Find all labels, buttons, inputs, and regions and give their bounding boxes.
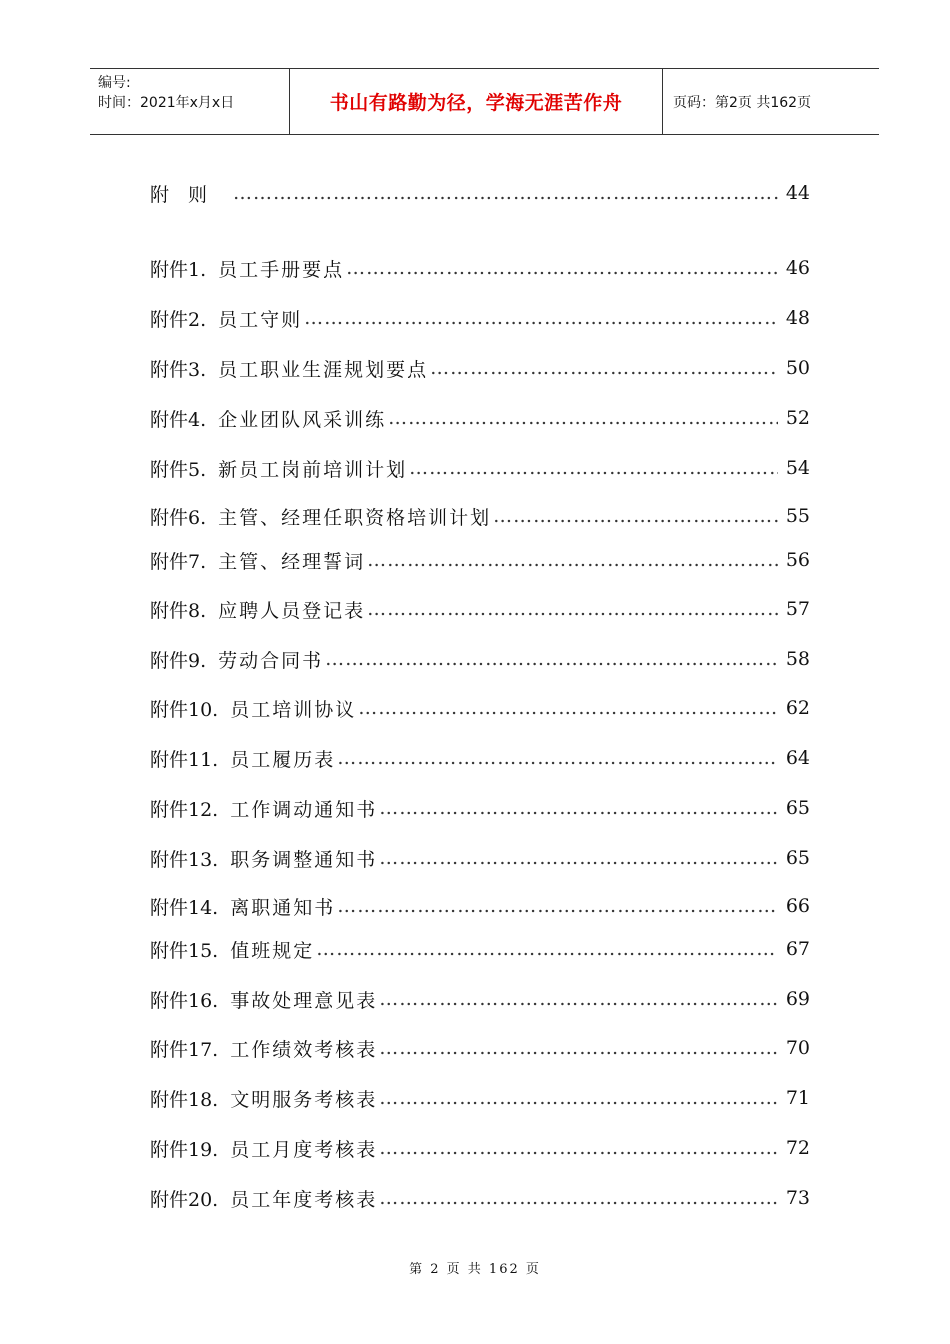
toc-leader-dots [493,505,778,527]
toc-leader-dots [367,549,778,571]
toc-leader-dots [379,1087,778,1109]
header-meta [90,69,290,134]
toc-entry-label: 附 则 [150,183,208,206]
header-page-info: 页码：第2页 共162页 [673,94,812,111]
toc-entry[interactable] [150,1083,810,1113]
toc-entry-label: 附件20. [150,1188,219,1211]
toc-leader-dots [379,988,778,1010]
toc-leader-dots [379,1187,778,1209]
toc-entry[interactable] [150,594,810,624]
toc-entry[interactable] [150,1033,810,1063]
toc-leader-dots [304,307,778,329]
toc-entry-title: 企业团队风采训练 [218,408,387,431]
toc-entry-page: 72 [785,1137,810,1159]
toc-entry-page: 65 [785,847,810,869]
toc-entry-title: 事故处理意见表 [230,989,378,1012]
toc-entry-label: 附件4. [150,408,207,431]
toc-leader-dots [233,182,778,204]
toc-entry-title: 应聘人员登记表 [218,599,366,622]
toc-entry-title: 主管、经理任职资格培训计划 [218,506,492,529]
toc-leader-dots [409,457,778,479]
toc-leader-dots [316,938,778,960]
toc-entry-title: 员工培训协议 [230,698,357,721]
toc-entry-label: 附件15. [150,939,219,962]
toc-leader-dots [346,257,778,279]
toc-entry-title: 工作绩效考核表 [230,1038,378,1061]
toc-entry[interactable] [150,253,810,283]
toc-entry[interactable] [150,934,810,964]
toc-entry-title: 员工守则 [218,308,303,331]
toc-entry-page: 71 [785,1087,810,1109]
toc-entry[interactable] [150,891,810,921]
toc-entry[interactable] [150,453,810,483]
header-number-label: 编号: [98,75,131,91]
toc-leader-dots [337,895,778,917]
toc-entry-page: 55 [785,505,810,527]
header-time-label: 时间：2021年x月x日 [98,95,235,111]
toc-entry[interactable] [150,1133,810,1163]
toc-entry[interactable] [150,303,810,333]
toc-entry[interactable] [150,644,810,674]
toc-entry-page: 50 [785,357,810,379]
toc-entry-page: 56 [785,549,810,571]
toc-entry-page: 58 [785,648,810,670]
toc-entry-page: 65 [785,797,810,819]
toc-leader-dots [379,847,778,869]
toc-entry-page: 69 [785,988,810,1010]
toc-entry[interactable] [150,793,810,823]
toc-entry-label: 附件16. [150,989,219,1012]
toc-entry-page: 57 [785,598,810,620]
page-header [90,68,879,135]
toc-entry-label: 附件5. [150,458,207,481]
toc-entry-page: 73 [785,1187,810,1209]
toc-entry[interactable] [150,501,810,531]
toc-entry[interactable] [150,178,810,208]
header-slogan: 书山有路勤为径，学海无涯苦作舟 [290,69,663,134]
toc-entry[interactable] [150,1183,810,1213]
toc-entry-label: 附件11. [150,748,219,771]
toc-entry-page: 44 [785,182,810,204]
toc-leader-dots [379,797,778,819]
toc-entry-label: 附件2. [150,308,207,331]
page-footer: 第 2 页 共 162 页 [409,1262,541,1277]
toc-entry-title: 员工手册要点 [218,258,345,281]
toc-entry-title: 离职通知书 [230,896,336,919]
toc-entry-label: 附件8. [150,599,207,622]
toc-entry-label: 附件13. [150,848,219,871]
toc-entry[interactable] [150,353,810,383]
toc-entry-label: 附件12. [150,798,219,821]
toc-entry-label: 附件3. [150,358,207,381]
toc-entry-label: 附件9. [150,649,207,672]
toc-entry-page: 66 [785,895,810,917]
toc-entry-title: 员工月度考核表 [230,1138,378,1161]
toc-entry-title: 劳动合同书 [218,649,324,672]
toc-entry-page: 54 [785,457,810,479]
toc-entry-title: 值班规定 [230,939,315,962]
toc-entry-label: 附件19. [150,1138,219,1161]
toc-entry-title: 员工履历表 [230,748,336,771]
toc-entry-page: 46 [785,257,810,279]
toc-entry-label: 附件18. [150,1088,219,1111]
toc-entry-page: 70 [785,1037,810,1059]
toc-entry-label: 附件17. [150,1038,219,1061]
toc-leader-dots [379,1037,778,1059]
toc-entry-page: 67 [785,938,810,960]
toc-leader-dots [358,697,778,719]
toc-entry-label: 附件1. [150,258,207,281]
toc-leader-dots [379,1137,778,1159]
toc-entry-title: 主管、经理誓词 [218,550,366,573]
toc-leader-dots [430,357,778,379]
toc-entry-title: 文明服务考核表 [230,1088,378,1111]
toc-entry-label: 附件10. [150,698,219,721]
toc-entry-page: 48 [785,307,810,329]
toc-leader-dots [325,648,778,670]
toc-entry-title: 员工职业生涯规划要点 [218,358,429,381]
toc-entry-title: 工作调动通知书 [230,798,378,821]
toc-entry[interactable] [150,984,810,1014]
toc-entry[interactable] [150,743,810,773]
toc-entry[interactable] [150,545,810,575]
toc-leader-dots [367,598,778,620]
toc-entry-page: 52 [785,407,810,429]
toc-entry[interactable] [150,403,810,433]
toc-entry-label: 附件6. [150,506,207,529]
toc-entry-page: 64 [785,747,810,769]
toc-entry-title: 员工年度考核表 [230,1188,378,1211]
toc-entry[interactable] [150,693,810,723]
toc-leader-dots [388,407,778,429]
toc-entry-page: 62 [785,697,810,719]
toc-entry[interactable] [150,843,810,873]
toc-entry-label: 附件14. [150,896,219,919]
toc-leader-dots [337,747,778,769]
toc-entry-title: 新员工岗前培训计划 [218,458,408,481]
toc-entry-title: 职务调整通知书 [230,848,378,871]
toc-entry-label: 附件7. [150,550,207,573]
